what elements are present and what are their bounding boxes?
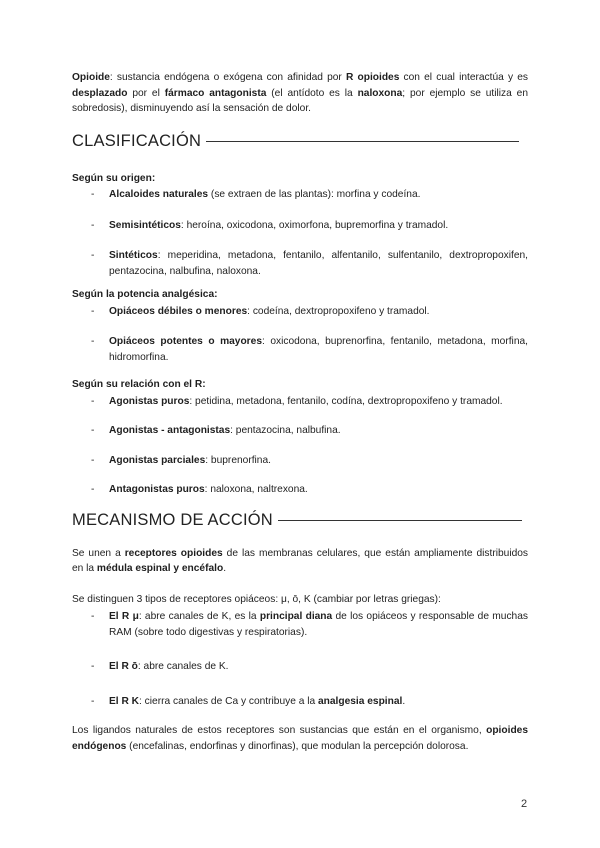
group-title-potencia: Según la potencia analgésica: xyxy=(72,289,218,300)
list-item: - Agonistas parciales: buprenorfina. xyxy=(72,453,528,469)
page-number: 2 xyxy=(521,798,528,810)
list-relacion xyxy=(72,394,528,498)
list-item: - Semisintéticos: heroína, oxicodona, oximorfona, bupremorfina y tramadol. xyxy=(72,218,528,234)
heading-clasificacion-text: CLASIFICACIÓN xyxy=(72,131,202,150)
list-item: - Agonistas - antagonistas: pentazocina, nalbufina. xyxy=(72,423,528,439)
intro-paragraph: Opioide: sustancia endógena o exógena con afinidad por R opioides con el cual interactúa y es desplazado por el fármaco antagonista (el antídoto es la naloxona; por ejemplo se utiliza en sobredosis), disminuyendo así la sensación de dolor. xyxy=(72,72,528,114)
list-item: - El R ō: abre canales de K. xyxy=(72,659,528,675)
list-item: - Alcaloides naturales (se extraen de las plantas): morfina y codeína. xyxy=(72,187,528,203)
group-title-origen: Según su origen: xyxy=(72,172,156,184)
list-item: - Opiáceos débiles o menores: codeína, dextropropoxifeno y tramadol. xyxy=(72,304,528,320)
list-item: - Sintéticos: meperidina, metadona, fentanilo, alfentanilo, sulfentanilo, dextropropoxifen, pentazocina, nalbufina, naloxona. xyxy=(72,248,528,279)
heading-clasificacion xyxy=(72,131,528,153)
list-potencia xyxy=(72,304,528,366)
mecanismo-paragraph-1: Se unen a receptores opioides de las membranas celulares, que están ampliamente distribuidos en la médula espinal y encéfalo. xyxy=(72,547,529,574)
list-item: - El R μ: abre canales de K, es la principal diana de los opiáceos y responsable de muchas RAM (sobre todo digestivas y respiratorias). xyxy=(72,609,528,640)
term-opioide: Opioide xyxy=(72,72,110,83)
list-origen xyxy=(72,187,528,279)
group-title-relacion: Según su relación con el R: xyxy=(72,379,206,390)
heading-mecanismo xyxy=(72,510,528,532)
mecanismo-paragraph-2: Se distinguen 3 tipos de receptores opiáceos: μ, ō, K (cambiar por letras griegas): xyxy=(72,593,441,605)
heading-rule xyxy=(278,520,522,521)
heading-rule xyxy=(206,141,519,142)
list-item: - Antagonistas puros: naloxona, naltrexona. xyxy=(72,482,528,498)
list-item: - El R K: cierra canales de Ca y contribuye a la analgesia espinal. xyxy=(72,694,528,710)
list-receptores xyxy=(72,609,528,709)
heading-mecanismo-text: MECANISMO DE ACCIÓN xyxy=(72,510,273,529)
document-page xyxy=(72,70,528,754)
mecanismo-paragraph-3: Los ligandos naturales de estos receptores son sustancias que están en el organismo, opioides endógenos (encefalinas, endorfinas y dinorfinas), que modulan la percepción dolorosa. xyxy=(72,725,528,752)
list-item: - Agonistas puros: petidina, metadona, fentanilo, codína, dextropropoxifeno y tramadol. xyxy=(72,394,528,410)
list-item: - Opiáceos potentes o mayores: oxicodona, buprenorfina, fentanilo, metadona, morfina, hidromorfina. xyxy=(72,334,528,365)
